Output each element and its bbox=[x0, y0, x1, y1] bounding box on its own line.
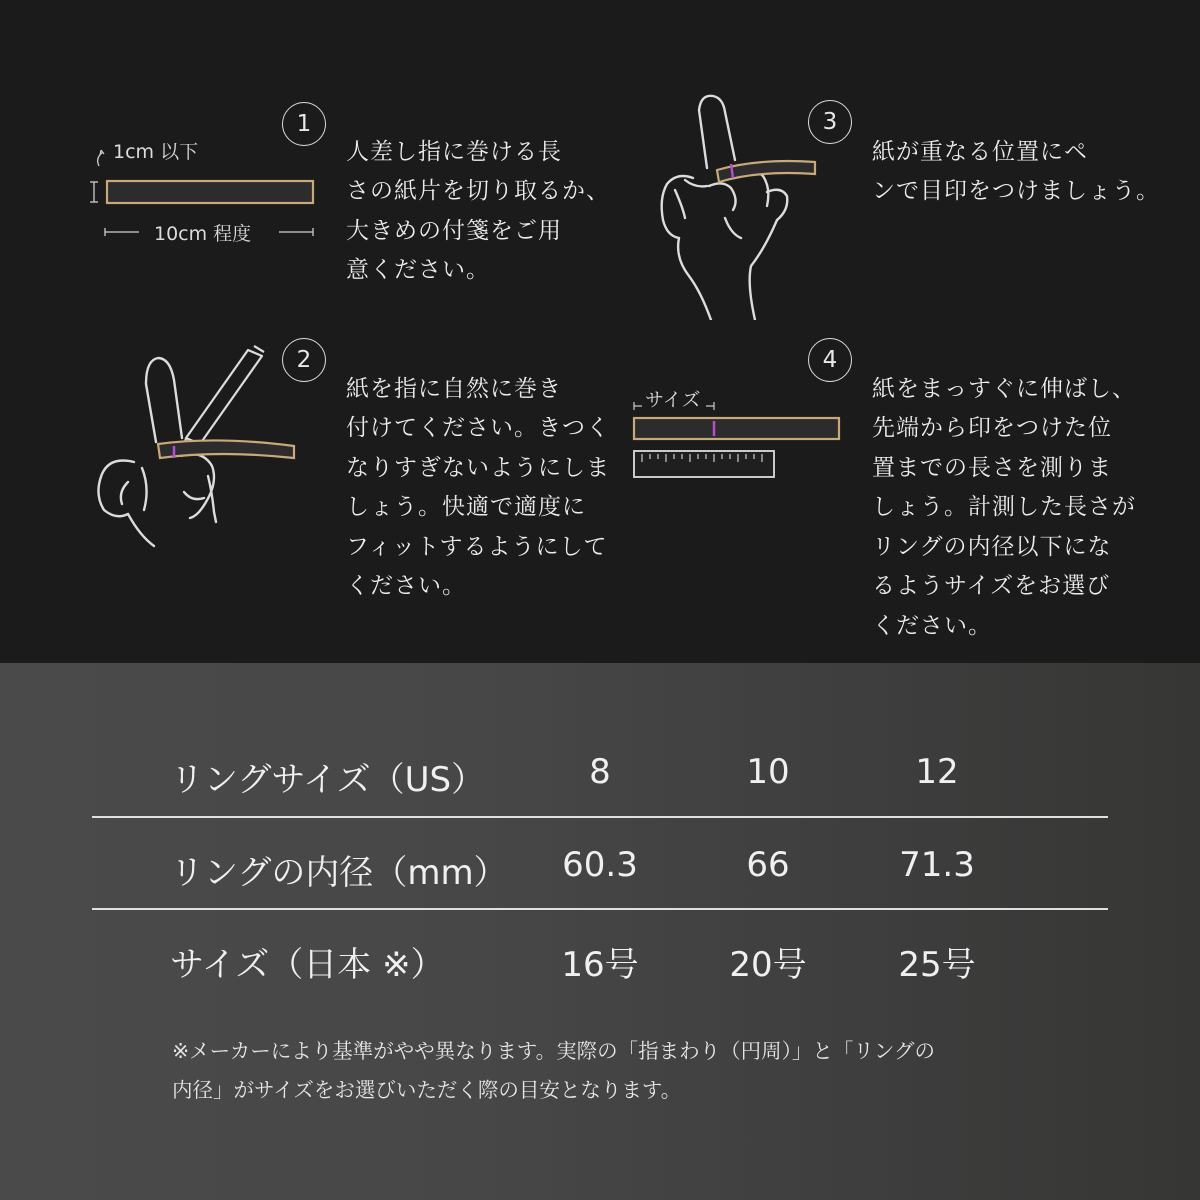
cell-inner-diameter-1: 60.3 bbox=[562, 845, 638, 885]
measure-label: サイズ bbox=[645, 389, 701, 411]
step-4-text: 紙をまっすぐに伸ばし、 先端から印をつけた位 置までの長さを測りま しょう。計測した長さが リングの内径以下にな るようサイズをお選び ください。 bbox=[872, 375, 1136, 639]
paper-width-label: 10cm 程度 bbox=[154, 223, 252, 245]
step-2-number: 2 bbox=[282, 338, 326, 382]
size-note-line-2: 内径」がサイズをお選びいただく際の目安となります。 bbox=[172, 1078, 682, 1102]
cell-inner-diameter-3: 71.3 bbox=[899, 845, 975, 885]
paper-height-label: 1cm 以下 bbox=[113, 141, 199, 163]
cell-us-size-3: 12 bbox=[915, 752, 959, 792]
cell-japan-size-2: 20号 bbox=[729, 945, 807, 985]
cell-japan-size-1: 16号 bbox=[561, 945, 639, 985]
hand-mark-illustration bbox=[655, 88, 825, 320]
hand-pencil-illustration bbox=[88, 342, 303, 554]
size-table-panel bbox=[0, 663, 1200, 1200]
cell-inner-diameter-2: 66 bbox=[746, 845, 790, 885]
row-label-japan-size: サイズ（日本 ※） bbox=[170, 945, 445, 985]
step-1-text: 人差し指に巻ける長 さの紙片を切り取るか、 大きめの付箋をご用 意ください。 bbox=[346, 138, 610, 283]
cell-us-size-1: 8 bbox=[589, 752, 611, 792]
step-3-text: 紙が重なる位置にペ ンで目印をつけましょう。 bbox=[872, 138, 1160, 204]
step-3-number: 3 bbox=[808, 100, 852, 144]
table-divider-2 bbox=[92, 908, 1108, 910]
step-2-text: 紙を指に自然に巻き 付けてください。きつく なりすぎないようにしま しょう。快適で適度に フィットするようにして ください。 bbox=[346, 375, 610, 599]
cell-japan-size-3: 25号 bbox=[898, 945, 976, 985]
step-1-number: 1 bbox=[282, 102, 326, 146]
step-4-number: 4 bbox=[808, 338, 852, 382]
paper-ruler-illustration bbox=[628, 392, 848, 484]
size-note-line-1: ※メーカーにより基準がやや異なります。実際の「指まわり（円周）」と「リングの bbox=[172, 1039, 935, 1063]
row-label-us-size: リングサイズ（US） bbox=[170, 760, 486, 800]
size-note bbox=[172, 1032, 1072, 1110]
table-divider-1 bbox=[92, 816, 1108, 818]
cell-us-size-2: 10 bbox=[746, 752, 790, 792]
row-label-inner-diameter: リングの内径（mm） bbox=[170, 853, 508, 893]
